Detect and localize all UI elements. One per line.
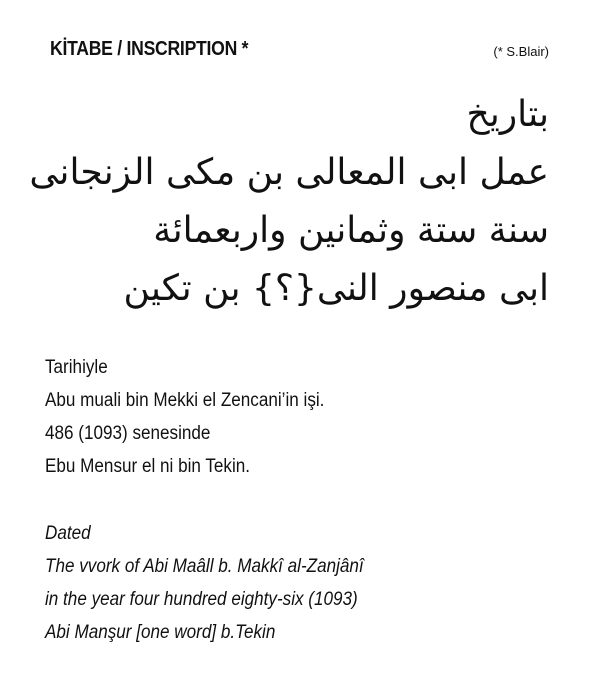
arabic-line: بتاريخ [466, 94, 549, 135]
inscription-title: KİTABE / INSCRIPTION * [50, 38, 249, 60]
arabic-line: ابى منصور النى{؟} بن تكين [123, 268, 549, 309]
english-translation [45, 517, 364, 649]
turkish-line: Abu muali bin Mekki el Zencani’in işi. [45, 390, 325, 411]
english-line: The vvork of Abi Maâll b. Makkî al-Zanjânî [45, 556, 364, 577]
turkish-line: Ebu Mensur el ni bin Tekin. [45, 456, 251, 477]
source-credit: (* S.Blair) [493, 44, 549, 59]
turkish-line: Tarihiyle [45, 357, 108, 378]
english-line: Abi Manşur [one word] b.Tekin [45, 622, 276, 643]
arabic-inscription [29, 86, 549, 318]
turkish-translation [45, 351, 324, 483]
turkish-line: 486 (1093) senesinde [45, 423, 211, 444]
english-line: in the year four hundred eighty-six (1093) [45, 589, 358, 610]
arabic-line: سنة ستة وثمانين واربعمائة [153, 210, 549, 251]
arabic-line: عمل ابى المعالى بن مكى الزنجانى [29, 152, 549, 193]
english-line: Dated [45, 523, 91, 544]
